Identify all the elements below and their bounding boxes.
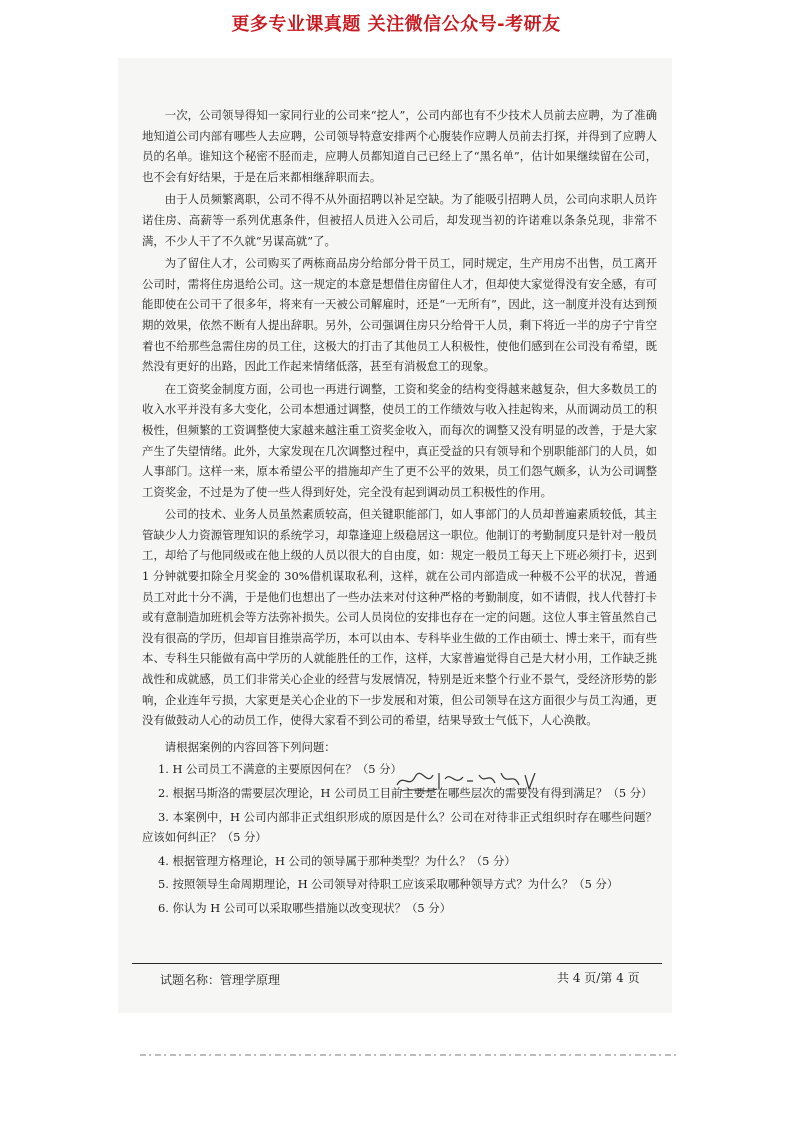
case-paragraph: 一次，公司领导得知一家同行业的公司来“挖人”，公司内部也有不少技术人员前去应聘，为了准确地知道公司内部有哪些人去应聘，公司领导特意安排两个心腹装作应聘人员前去打探，并得到了应聘人员的名单。谁知这个秘密不胫而走，应聘人员都知道自己已经上了“黑名单”，估计如果继续留在公司，也不会有好结果，于是在后来都相继辞职而去。 xyxy=(142,108,657,184)
case-paragraph: 为了留住人才，公司购买了两栋商品房分给部分骨干员工，同时规定，生产用房不出售，员工离开公司时，需将住房退给公司。这一规定的本意是想借住房留住人才，但却使大家觉得没有安全感，有可能即使在公司干了很多年，将来有一天被公司解雇时，还是“一无所有”，因此，这一制度并没有达到预期的效果，依然不断有人提出辞职。另外，公司强调住房只分给骨干人员，剩下将近一半的房子宁肯空着也不给那些急需住房的员工住，这极大的打击了其他员工人积极性，使他们感到在公司没有希望，既然没有更好的出路，因此工作起来情绪低落，甚至有消极怠工的现象。 xyxy=(142,256,657,374)
handwritten-note xyxy=(393,767,563,795)
exam-content xyxy=(142,105,657,922)
question-item: 1. H 公司员工不满意的主要原因何在？（5 分） xyxy=(157,762,402,777)
question-item: 3. 本案例中，H 公司内部非正式组织形成的原因是什么？公司在对待非正式组织时存在哪些问题？应该如何纠正？（5 分） xyxy=(142,809,657,845)
question-item: 4. 根据管理方格理论，H 公司的领导属于那种类型？为什么？（5 分） xyxy=(157,853,516,868)
page-indicator: 共 4 页/第 4 页 xyxy=(557,971,640,985)
question-item: 2. 根据马斯洛的需要层次理论，H 公司员工目前主要是在哪些层次的需要没有得到满足？（5 分） xyxy=(157,786,653,800)
case-paragraph: 在工资奖金制度方面，公司也一再进行调整，工资和奖金的结构变得越来越复杂，但大多数员工的收入水平并没有多大变化，公司本想通过调整，使员工的工作绩效与收入挂起钩来，从而调动员工的积极性，但频繁的工资调整使大家越来越注重工资奖金收入，而每次的调整又没有明显的改善，于是大家产生了失望情绪。此外，大家发现在几次调整过程中，真正受益的只有领导和个别职能部门的人员，如人事部门。这样一来，原本希望公平的措施却产生了更不公平的效果，员工们怨气颇多，认为公司调整工资奖金，不过是为了使一些人得到好处，完全没有起到调动员工积极性的作用。 xyxy=(142,381,657,499)
question-intro: 请根据案例的内容回答下列问题： xyxy=(164,739,336,754)
case-paragraph: 由于人员频繁离职，公司不得不从外面招聘以补足空缺。为了能吸引招聘人员，公司向求职人员许诺住房、高薪等一系列优惠条件，但被招人员进入公司后，却发现当初的许诺难以条条兑现，非常不满，不少人干了不久就“另谋高就”了。 xyxy=(142,192,657,248)
case-paragraph: 公司的技术、业务人员虽然素质较高，但关键职能部门，如人事部门的人员却普遍素质较低，其主管缺少人力资源管理知识的系统学习，却靠逢迎上级稳居这一职位。他制订的考勤制度只是针对一般员工，却给了与他同级或在他上级的人员以很大的自由度，如：规定一般员工每天上下班必须打卡，迟到 1 分钟就要扣除全月奖金的 30%借机谋取私利，这样，就在公司内部造成一种极不公平的状况，普通员工对此十分不满，于是他们也想出了一些办法来对付这种严格的考勤制度，如不请假，找人代替打卡或有意制造加班机会等方法弥补损失。公司人员岗位的安排也存在一定的问题。这位人事主管虽然自己没有很高的学历，但却盲目推崇高学历，本可以由本、专科毕业生做的工作由硕士、博士来干，而有些本、专科生只能做有高中学历的人就能胜任的工作，这样，大家普遍觉得自己是大材小用，工作缺乏挑战性和成就感，员工们非常关心企业的经营与发展情况，特别是近来整个行业不景气，受经济形势的影响，企业连年亏损，大家更是关心企业的下一步发展和对策，但公司领导在这方面很少与员工沟通，更没有做鼓动人心的动员工作，使得大家看不到公司的希望，结果导致士气低下，人心涣散。 xyxy=(142,507,657,728)
question-item: 6. 你认为 H 公司可以采取哪些措施以改变现状？（5 分） xyxy=(157,900,452,915)
question-item: 5. 按照领导生命周期理论，H 公司领导对待职工应该采取哪种领导方式？为什么？（5 分） xyxy=(157,877,619,892)
scan-edge-artifact xyxy=(140,1052,680,1058)
promo-banner: 更多专业课真题 关注微信公众号-考研友 xyxy=(231,14,561,35)
footer-divider xyxy=(132,963,662,964)
exam-name: 试题名称：管理学原理 xyxy=(160,973,281,987)
